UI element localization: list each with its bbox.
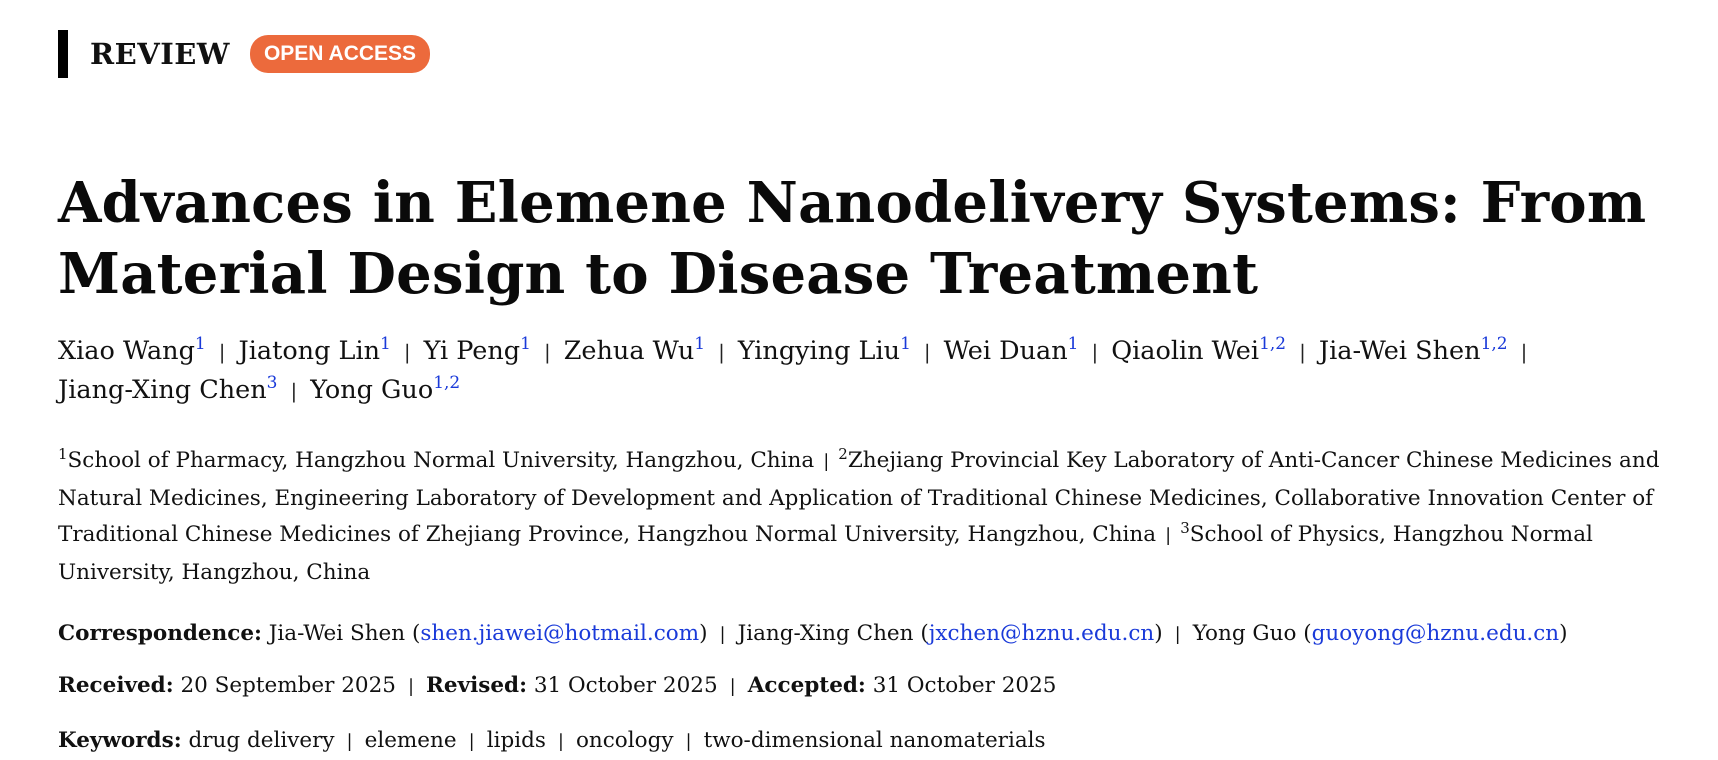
author-affiliation: 1 — [1067, 334, 1079, 354]
author-affiliation: 1 — [380, 334, 391, 354]
keyword: elemene — [364, 728, 457, 753]
author-affiliation: 1 — [694, 334, 706, 354]
affiliation: $^2$Zhejiang Provincial Key Laboratory of Anti-Cancer Chinese Medicines and Natural Medicines, Engineering Laboratory of Development and Application of Traditional Chinese Medicines, Collaborative Innovation Center of Traditional Chinese Medicines of Zhejiang Province, Hangzhou Normal University, Hangzhou, China — [58, 445, 1660, 547]
contact-name: Yong Guo — [1192, 621, 1297, 646]
author-affiliation: 1 — [520, 334, 531, 354]
separator: | — [719, 624, 726, 645]
separator: | — [823, 451, 830, 472]
keyword: drug delivery — [188, 728, 335, 753]
section-label: REVIEW — [90, 37, 230, 71]
separator: | — [1165, 525, 1172, 546]
received-date: 20 September 2025 — [180, 673, 396, 698]
separator: | — [1520, 340, 1528, 364]
author[interactable]: Qiaolin Wei$^{1,2}$ — [1111, 334, 1287, 366]
author[interactable]: Yingying Liu$^1$ — [737, 334, 911, 366]
section-bar — [58, 30, 68, 78]
keywords-line — [58, 726, 1046, 757]
contact-name: Jiang-Xing Chen — [737, 621, 914, 646]
author-affiliation: 1 — [900, 334, 911, 354]
revised-label: Revised: — [426, 673, 528, 698]
article-title — [58, 168, 1658, 310]
author-affiliation: 1,2 — [1259, 334, 1287, 354]
author[interactable]: Zehua Wu$^1$ — [563, 334, 706, 366]
separator: | — [923, 340, 931, 364]
author[interactable]: Jia-Wei Shen$^{1,2}$ — [1318, 334, 1508, 366]
separator: | — [403, 340, 411, 364]
email-link[interactable]: jxchen@hznu.edu.cn — [928, 621, 1155, 646]
affiliation: $^3$School of Physics, Hangzhou Normal University, Hangzhou, China — [58, 519, 1593, 585]
author[interactable]: Yong Guo$^{1,2}$ — [310, 373, 461, 405]
separator: | — [685, 731, 692, 752]
author-affiliation: 1,2 — [433, 373, 461, 393]
accepted-label: Accepted: — [747, 673, 866, 698]
received-label: Received: — [58, 673, 174, 698]
author[interactable]: Jiang-Xing Chen$^3$ — [58, 373, 278, 405]
affiliation-list — [58, 443, 1698, 591]
keyword: lipids — [486, 728, 546, 753]
author[interactable]: Wei Duan$^1$ — [943, 334, 1079, 366]
dates-line — [58, 671, 1056, 702]
separator: | — [218, 340, 226, 364]
title-line-1: Advances in Elemene Nanodelivery Systems: From — [58, 170, 1647, 236]
separator: | — [557, 731, 564, 752]
author-list — [58, 332, 1678, 410]
author-affiliation: 3 — [266, 373, 278, 393]
email-link[interactable]: shen.jiawei@hotmail.com — [420, 621, 700, 646]
separator: | — [1299, 340, 1306, 364]
email-link[interactable]: guoyong@hznu.edu.cn — [1311, 621, 1560, 646]
keyword: two-dimensional nanomaterials — [703, 728, 1046, 753]
author[interactable]: Xiao Wang$^1$ — [58, 334, 206, 366]
author[interactable]: Yi Peng$^1$ — [423, 334, 531, 366]
affiliation: $^1$School of Pharmacy, Hangzhou Normal University, Hangzhou, China — [58, 445, 815, 473]
open-access-badge: OPEN ACCESS — [250, 35, 430, 73]
keywords-label: Keywords: — [58, 728, 182, 753]
separator: | — [718, 340, 725, 364]
separator: | — [290, 379, 298, 403]
accepted-date: 31 October 2025 — [872, 673, 1057, 698]
correspondence-label: Correspondence: — [58, 621, 262, 646]
separator: | — [729, 676, 736, 697]
author-affiliation: 1,2 — [1480, 334, 1508, 354]
title-line-2: Material Design to Disease Treatment — [58, 241, 1259, 307]
correspondence-line: Correspondence: Jia-Wei Shen (shen.jiawei@hotmail.com) | Jiang-Xing Chen (jxchen@hznu.edu.cn) | Yong Guo (guoyong@hznu.edu.cn) — [58, 619, 1568, 650]
separator: | — [1174, 624, 1181, 645]
revised-date: 31 October 2025 — [533, 673, 718, 698]
section-header — [58, 30, 430, 78]
author-affiliation: 1 — [194, 334, 206, 354]
separator: | — [543, 340, 551, 364]
separator: | — [468, 731, 475, 752]
separator: | — [1091, 340, 1099, 364]
contact-name: Jia-Wei Shen — [268, 621, 406, 646]
author[interactable]: Jiatong Lin$^1$ — [238, 334, 391, 366]
keyword: oncology — [575, 728, 674, 753]
separator: | — [346, 731, 353, 752]
separator: | — [407, 676, 415, 697]
